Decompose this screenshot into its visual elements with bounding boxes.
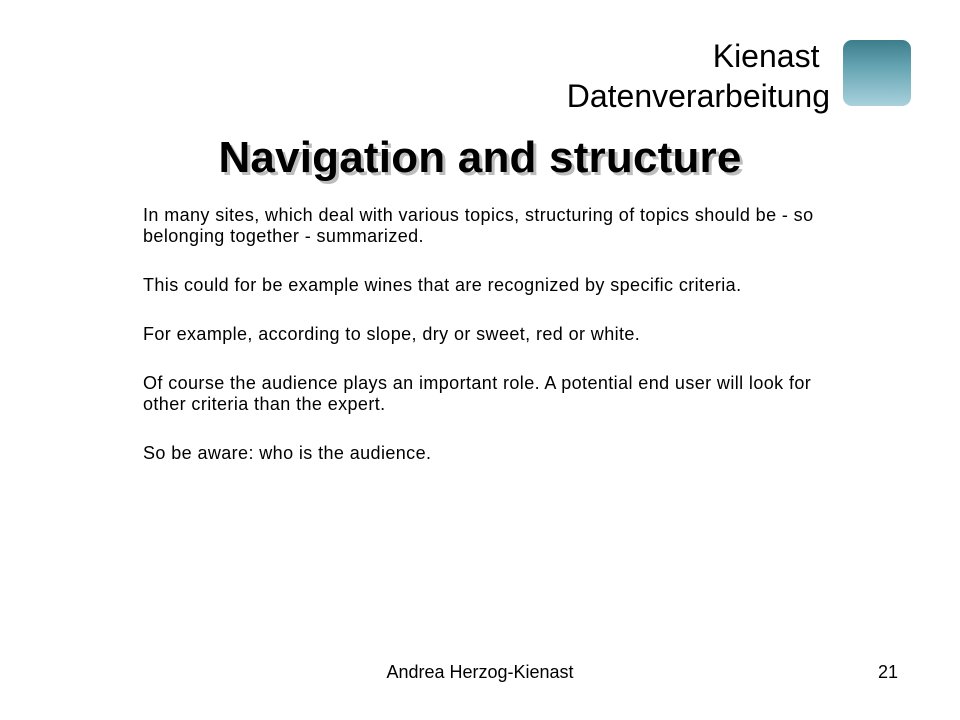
paragraph-2: This could for be example wines that are recognized by specific criteria.	[143, 275, 742, 295]
paragraph-1: In many sites, which deal with various topics, structuring of topics should be - so belonging together - summarized.	[143, 205, 814, 246]
paragraph-5: So be aware: who is the audience.	[143, 443, 432, 463]
slide-body	[143, 205, 833, 492]
paragraph-4: Of course the audience plays an important role. A potential end user will look for other criteria than the expert.	[143, 373, 812, 414]
footer-author: Andrea Herzog-Kienast	[386, 662, 574, 682]
page-number: 21	[877, 662, 898, 682]
paragraph-3: For example, according to slope, dry or sweet, red or white.	[143, 324, 641, 344]
logo-line-1: Kienast	[712, 38, 820, 74]
company-logo-text	[567, 36, 830, 116]
logo-square-icon	[843, 40, 911, 106]
logo-line-2: Datenverarbeitung	[566, 78, 830, 114]
slide-title: Navigation and structure	[218, 133, 742, 182]
